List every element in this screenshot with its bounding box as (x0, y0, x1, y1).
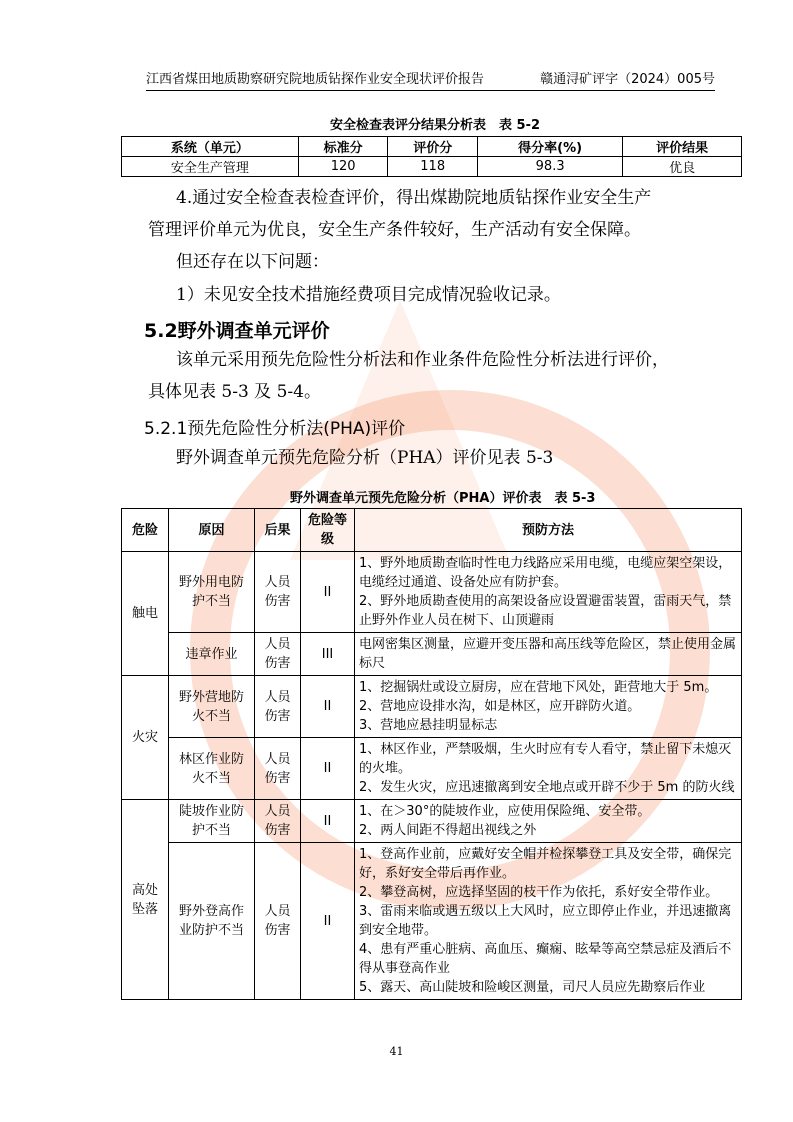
cell: 优良 (623, 157, 742, 177)
method-item: 2、野外地质勘查使用的高架设备应设置避雷装置，雷雨天气，禁止野外作业人员在树下、山顶避雨 (359, 594, 732, 628)
method-item: 2、两人间距不得超出视线之外 (359, 823, 537, 838)
method-cell (355, 633, 742, 676)
cause-cell: 野外用电防护不当 (169, 552, 255, 633)
level-cell: II (301, 738, 355, 800)
method-item: 1、野外地质勘查临时性电力线路应采用电缆，电缆应架空架设，电缆经过通道、设备处应有防护套。 (359, 556, 732, 590)
result-cell: 人员伤害 (255, 800, 301, 843)
hazard-cell: 高处坠落 (122, 800, 169, 1000)
paragraph-line: 野外调查单元预先危险分析（PHA）评价见表 5-3 (176, 448, 554, 468)
cause-cell: 林区作业防火不当 (169, 738, 255, 800)
level-cell: II (301, 800, 355, 843)
table-row (122, 676, 742, 738)
header-cell: 标准分 (298, 137, 388, 157)
table-header-row (122, 509, 742, 552)
paragraph-line: 该单元采用预先危险性分析法和作业条件危险性分析法进行评价， (176, 350, 669, 370)
table53-caption: 野外调查单元预先危险分析（PHA）评价表 表 5-3 (290, 491, 596, 506)
method-cell (355, 843, 742, 1000)
result-cell: 人员伤害 (255, 676, 301, 738)
method-item: 1、登高作业前，应戴好安全帽并检探攀登工具及安全带，确保完好，系好安全带后再作业。 (359, 847, 732, 881)
table-row (122, 800, 742, 843)
level-cell: III (301, 633, 355, 676)
header-cell: 评价分 (388, 137, 478, 157)
header-cell: 预防方法 (355, 509, 742, 552)
level-cell: II (301, 843, 355, 1000)
header-cell: 原因 (169, 509, 255, 552)
table-row (122, 738, 742, 800)
paragraph-line: 4.通过安全检查表检查评价，得出煤勘院地质钻探作业安全生产 (176, 188, 652, 208)
paragraph-line: 1）未见安全技术措施经费项目完成情况验收记录。 (176, 285, 561, 305)
table52-caption: 安全检查表评分结果分析表 表 5-2 (330, 118, 541, 133)
cell: 118 (388, 157, 478, 177)
page-header (146, 68, 715, 91)
method-item: 1、林区作业，严禁吸烟，生火时应有专人看守，禁止留下未熄灭的火堆。 (359, 742, 732, 776)
header-doc-number: 赣通浔矿评字（2024）005号 (540, 72, 715, 87)
header-cell: 危险等级 (301, 509, 355, 552)
method-cell (355, 800, 742, 843)
table-row (122, 633, 742, 676)
paragraph-line: 具体见表 5-3 及 5-4。 (148, 382, 321, 402)
cause-cell: 野外营地防火不当 (169, 676, 255, 738)
method-item: 3、营地应悬挂明显标志 (359, 718, 498, 733)
result-cell: 人员伤害 (255, 552, 301, 633)
page-number: 41 (389, 1045, 404, 1058)
cause-cell: 违章作业 (169, 633, 255, 676)
method-item: 5、露天、高山陡坡和险峻区测量，司尺人员应先勘察后作业 (359, 980, 706, 995)
section-heading-5-2-1: 5.2.1预先危险性分析法(PHA)评价 (144, 419, 406, 439)
table-5-3 (121, 508, 742, 1000)
hazard-cell: 火灾 (122, 676, 169, 800)
method-item: 4、患有严重心脏病、高血压、癫痫、眩晕等高空禁忌症及酒后不得从事登高作业 (359, 942, 732, 976)
method-item: 电网密集区测量，应避开变压器和高压线等危险区，禁止使用金属标尺 (359, 637, 737, 671)
result-cell: 人员伤害 (255, 738, 301, 800)
level-cell: II (301, 676, 355, 738)
table-row (122, 552, 742, 633)
table-5-2 (121, 136, 742, 177)
result-cell: 人员伤害 (255, 843, 301, 1000)
header-cell: 系统（单元） (122, 137, 299, 157)
method-item: 3、雷雨来临或遇五级以上大风时，应立即停止作业，并迅速撤离到安全地带。 (359, 904, 732, 938)
cell: 98.3 (477, 157, 622, 177)
method-cell (355, 676, 742, 738)
method-item: 2、营地应设排水沟，如是林区，应开辟防火道。 (359, 699, 641, 714)
header-cell: 评价结果 (623, 137, 742, 157)
hazard-cell: 触电 (122, 552, 169, 676)
table-row (122, 157, 742, 177)
paragraph-line: 但还存在以下问题： (176, 252, 329, 272)
header-cell: 危险 (122, 509, 169, 552)
header-cell: 得分率(%) (477, 137, 622, 157)
method-item: 1、在＞30°的陡坡作业，应使用保险绳、安全带。 (359, 804, 651, 819)
method-item: 2、发生火灾，应迅速撤离到安全地点或开辟不少于 5m 的防火线 (359, 780, 735, 795)
header-title: 江西省煤田地质勘察研究院地质钻探作业安全现状评价报告 (146, 72, 485, 87)
header-cell: 后果 (255, 509, 301, 552)
method-item: 1、挖掘锅灶或设立厨房，应在营地下风处，距营地大于 5m。 (359, 680, 718, 695)
cell: 安全生产管理 (122, 157, 299, 177)
paragraph-line: 管理评价单元为优良，安全生产条件较好，生产活动有安全保障。 (148, 220, 641, 240)
cause-cell: 野外登高作业防护不当 (169, 843, 255, 1000)
table-header-row (122, 137, 742, 157)
method-cell (355, 552, 742, 633)
result-cell: 人员伤害 (255, 633, 301, 676)
cell: 120 (298, 157, 388, 177)
cause-cell: 陡坡作业防护不当 (169, 800, 255, 843)
table-row (122, 843, 742, 1000)
method-cell (355, 738, 742, 800)
level-cell: II (301, 552, 355, 633)
method-item: 2、攀登高树，应选择坚固的枝干作为依托，系好安全带作业。 (359, 885, 719, 900)
section-heading-5-2: 5.2野外调查单元评价 (144, 320, 330, 342)
